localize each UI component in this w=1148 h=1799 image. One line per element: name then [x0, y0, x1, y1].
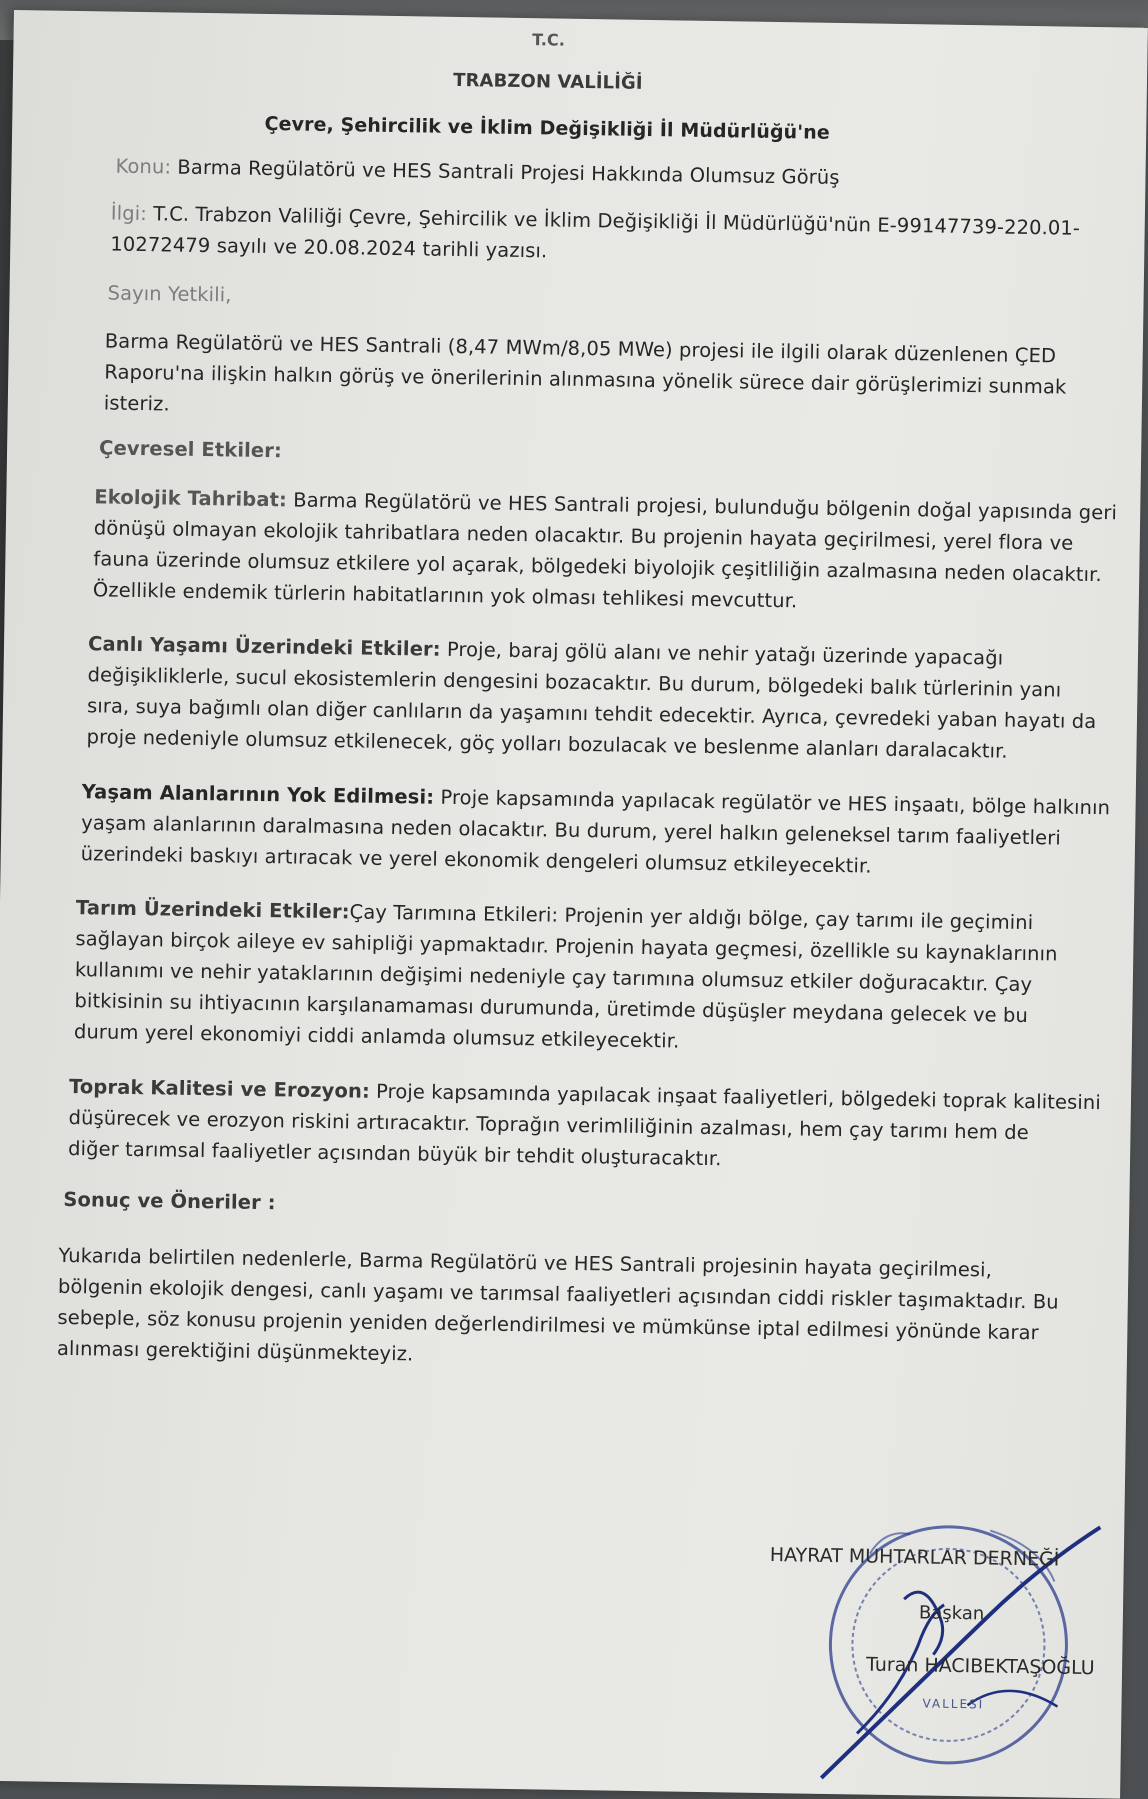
living-title: Canlı Yaşamı Üzerindeki Etkiler:: [87, 632, 441, 661]
intro-line: isteriz.: [103, 391, 170, 416]
agriculture-line: sağlayan birçok aileye ev sahipliği yapmaktadır. Projenin hayata geçmesi, özellikle su kaynaklarının: [75, 927, 1058, 966]
stamp-text: VALLESİ: [922, 1696, 985, 1712]
intro-line: Barma Regülatörü ve HES Santrali (8,47 MWm/8,05 MWe) projesi ile ilgili olarak düzenlenen ÇED: [104, 329, 1057, 368]
soil-line: diğer tarımsal faaliyetler açısından büyük bir tehdit oluşturacaktır.: [67, 1136, 722, 1171]
signature-role: Başkan: [918, 1602, 985, 1625]
section-heading: Çevresel Etkiler:: [98, 436, 283, 463]
agriculture-line: bitkisinin su ihtiyacının karşılanamaması durumunda, üretimde düşüşler meydana gelecek ve bu: [74, 989, 1029, 1028]
agriculture-line: kullanımı ve nehir yataklarının değişimi nedeniyle çay tarımına olumsuz etkiler doğuracaktır. Çay: [74, 958, 1033, 997]
conclusion-line: sebeple, söz konusu projenin yeniden değerlendirilmesi ve mümkünse iptal edilmesi yönünde karar: [57, 1305, 1039, 1345]
living-line: değişikliklerle, sucul ekosistemlerin dengesini bozacaktır. Bu durum, bölgedeki balık türlerinin yanı: [87, 663, 1062, 702]
salutation: Sayın Yetkili,: [107, 281, 232, 307]
soil-first: Proje kapsamında yapılacak inşaat faaliyetleri, bölgedeki toprak kalitesini: [375, 1079, 1102, 1115]
header-authority: TRABZON VALİLİĞİ: [453, 69, 643, 94]
ecological-line: fauna üzerinde olumsuz etkilere yol açarak, bölgedeki biyolojik çeşitliliğin azalmasına neden olacaktır.: [93, 547, 1102, 587]
living-line: proje nedeniyle olumsuz etkilenecek, göç yolları bozulacak ve beslenme alanları daralacaktır.: [86, 725, 1008, 763]
habitat-first: Proje kapsamında yapılacak regülatör ve HES inşaatı, bölge halkının: [440, 785, 1111, 820]
agriculture-title: Tarım Üzerindeki Etkiler:: [75, 896, 350, 924]
conclusion-line: alınması gerektiğini düşünmekteyiz.: [56, 1336, 414, 1366]
habitat-line: üzerindeki baskıyı artıracak ve yerel ekonomik dengeleri olumsuz etkileyecektir.: [80, 842, 872, 878]
reference-text-2: 10272479 sayılı ve 20.08.2024 tarihli yazısı.: [110, 232, 548, 263]
reference-label: İlgi:: [110, 201, 148, 226]
subject-label: Konu:: [115, 154, 172, 179]
ecological-first: Barma Regülatörü ve HES Santrali projesi, bulunduğu bölgenin doğal yapısında geri: [293, 488, 1118, 525]
subject-line: [115, 155, 839, 190]
soil-line: düşürecek ve erozyon riskini artıracaktır. Toprağın verimliliğinin azalması, hem çay tarımı hem de: [68, 1105, 1029, 1145]
living-line: sıra, suya bağımlı olan diğer canlıların da yaşamını tehdit edecektir. Ayrıca, çevredeki yaban hayatı da: [86, 694, 1097, 734]
soil-title: Toprak Kalitesi ve Erozyon:: [68, 1074, 371, 1103]
ecological-line: dönüşü olmayan ekolojik tahribatlara neden olacaktır. Bu projenin hayata geçirilmesi, yerel flora ve: [93, 516, 1074, 555]
reference-text-1: T.C. Trabzon Valiliği Çevre, Şehircilik ve İklim Değişikliği İl Müdürlüğü'nün E-99147739-220.01-: [152, 202, 1081, 240]
conclusion-heading: Sonuç ve Öneriler :: [63, 1187, 276, 1215]
header-tc: T.C.: [532, 30, 566, 50]
subject-text: Barma Regülatörü ve HES Santrali Projesi Hakkında Olumsuz Görüş: [177, 155, 840, 189]
agriculture-first: Çay Tarımına Etkileri: Projenin yer aldığı bölge, çay tarımı ile geçimini: [349, 900, 1034, 935]
habitat-title: Yaşam Alanlarının Yok Edilmesi:: [81, 780, 435, 809]
conclusion-line: Yukarıda belirtilen nedenlerle, Barma Regülatörü ve HES Santrali projesinin hayata geçirilmesi,: [58, 1243, 993, 1282]
document-page: [0, 10, 1148, 1799]
header-recipient: Çevre, Şehircilik ve İklim Değişikliği İl Müdürlüğü'ne: [264, 112, 830, 144]
official-stamp-icon: [806, 1493, 1121, 1798]
conclusion-line: bölgenin ekolojik dengesi, canlı yaşamı ve tarımsal faaliyetleri açısından ciddi riskler taşımaktadır. Bu: [57, 1274, 1059, 1314]
agriculture-line: durum yerel ekonomiyi ciddi anlamda olumsuz etkileyecektir.: [73, 1020, 680, 1053]
intro-line: Raporu'na ilişkin halkın görüş ve önerilerinin alınmasına yönelik sürece dair görüşlerimizi sunmak: [104, 360, 1067, 399]
ecological-title: Ekolojik Tahribat:: [94, 485, 288, 512]
signature-block: [769, 1493, 1121, 1798]
habitat-line: yaşam alanlarının daralmasına neden olacaktır. Bu durum, yerel halkın geleneksel tarım faaliyetleri: [81, 811, 1062, 850]
signature-organization: HAYRAT MUHTARLAR DERNEĞİ: [769, 1544, 1060, 1571]
signature-name: Turan HACIBEKTAŞOĞLU: [865, 1653, 1095, 1680]
living-first: Proje, baraj gölü alanı ve nehir yatağı üzerinde yapacağı: [446, 637, 1004, 670]
ecological-line: Özellikle endemik türlerin habitatlarının yok olması tehlikesi mevcuttur.: [92, 578, 798, 613]
